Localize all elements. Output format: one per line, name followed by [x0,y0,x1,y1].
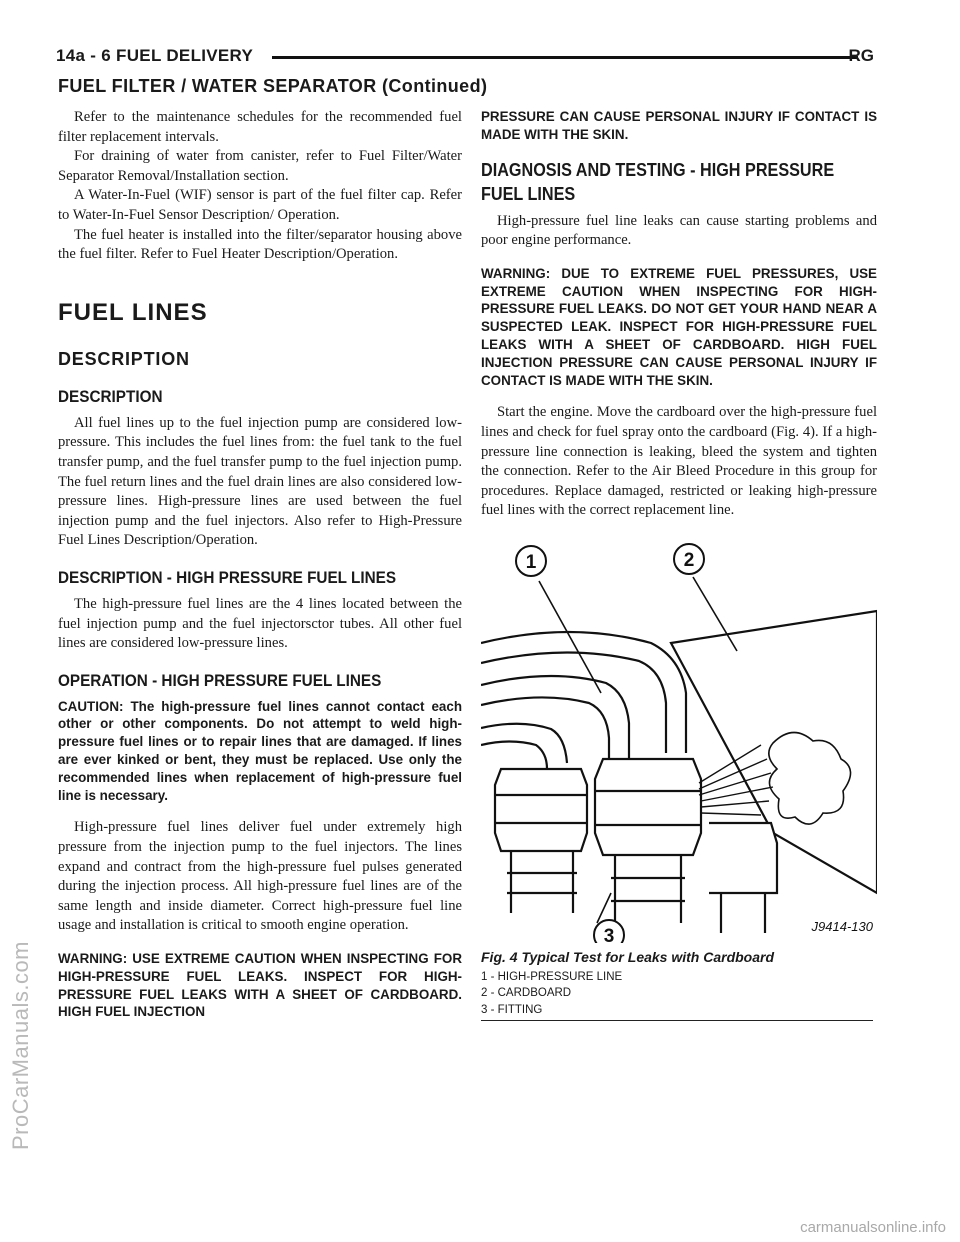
paragraph-maintenance: Refer to the maintenance schedules for the recommended fuel filter replacement intervals. [58,109,462,145]
paragraph-wif-sensor: A Water-In-Fuel (WIF) sensor is part of the fuel filter cap. Refer to Water-In-Fuel Sensor Description/ Operation. [58,187,462,223]
left-column [58,108,462,1021]
continued-heading: FUEL FILTER / WATER SEPARATOR (Continued) [58,76,488,96]
topic-description: DESCRIPTION [58,386,163,406]
subsection-title-description: DESCRIPTION [58,348,190,369]
topic-description-hp-lines: DESCRIPTION - HIGH PRESSURE FUEL LINES [58,567,397,587]
callout-2-label: 2 [683,549,695,571]
page-header-section: 14a - 6 FUEL DELIVERY [56,46,254,65]
watermark: ProCarManuals.com [8,940,33,1150]
right-column [481,108,877,1021]
warning-text-1: WARNING: USE EXTREME CAUTION WHEN INSPECTING FOR HIGH-PRESSURE FUEL LEAKS. INSPECT FOR HIGH-PRESSURE FUEL LEAKS WITH A SHEET OF CARDBOARD. HIGH FUEL INJECTION [58,951,462,1020]
leak-test-illustration [481,533,877,943]
paragraph-draining: For draining of water from canister, refer to Fuel Filter/Water Separator Removal/Installation section. [58,148,462,184]
topic-diagnosis-testing: DIAGNOSIS AND TESTING - HIGH PRESSURE FUEL LINES [481,159,835,204]
callout-2 [674,544,704,574]
paragraph-description: All fuel lines up to the fuel injection pump are considered low-pressure. This includes the fuel lines from: the fuel tank to the fuel transfer pump, and the fuel transfer pump to the fuel injection pump. The fuel return lines and the fuel drain lines are also considered low-pressure lines. High-pressure lines are used between the fuel injection pump and the fuel injectors. Also refer to High-Pressure Fuel Lines Description/Operation. [58,414,462,549]
paragraph-diagnosis: High-pressure fuel line leaks can cause starting problems and poor engine performance. [481,212,877,249]
figure-legend [481,969,877,1019]
page-header-code: RG [848,46,874,65]
callout-3-label: 3 [603,925,615,943]
legend-item-high-pressure-line: 1 - HIGH-PRESSURE LINE [481,970,623,983]
callout-1-label: 1 [525,551,537,573]
legend-item-cardboard: 2 - CARDBOARD [481,987,572,1000]
warning-text-1-continued: PRESSURE CAN CAUSE PERSONAL INJURY IF CONTACT IS MADE WITH THE SKIN. [481,109,877,142]
figure-rule [481,1020,873,1021]
callout-1 [516,546,546,576]
paragraph-operation: High-pressure fuel lines deliver fuel under extremely high pressure from the injection pump to the fuel injectors. The lines expand and contract from the high-pressure fuel pulses generated during the injection process. All high-pressure fuel lines are of the same length and inside diameter. Correct high-pressure fuel line usage and installation is critical to smooth engine operation. [58,819,462,934]
footer-site: carmanualsonline.info [800,1219,946,1236]
section-title-fuel-lines: FUEL LINES [58,298,208,326]
paragraph-hp-lines: The high-pressure fuel lines are the 4 lines located between the fuel injection pump and the fuel injectorsctor tubes. All other fuel lines are considered low-pressure lines. [58,595,462,652]
caution-text: CAUTION: The high-pressure fuel lines cannot contact each other or other components. Do not attempt to weld high-pressure fuel lines or to repair lines that are damaged. If lines are ever kinked or bent, they must be replaced. Use only the recommended lines when replacement of high-pressure fuel line is necessary. [58,698,462,803]
paragraph-test-procedure: Start the engine. Move the cardboard over the high-pressure fuel lines and check for fuel spray onto the cardboard (Fig. 4). If a high-pressure line connection is leaking, bleed the system and tighten the connection. Refer to the Air Bleed Procedure in this group for procedures. Replace damaged, restricted or leaking high-pressure fuel lines with the correct replacement line. [481,404,877,519]
topic-operation-hp-lines: OPERATION - HIGH PRESSURE FUEL LINES [58,670,382,690]
header-rule [272,56,858,59]
warning-text-2: WARNING: DUE TO EXTREME FUEL PRESSURES, USE EXTREME CAUTION WHEN INSPECTING FOR HIGH-PRESSURE FUEL LEAKS. DO NOT GET YOUR HAND NEAR A SUSPECTED LEAK. INSPECT FOR HIGH-PRESSURE FUEL LEAKS WITH A SHEET OF CARDBOARD. HIGH FUEL INJECTION PRESSURE CAN CAUSE PERSONAL INJURY IF CONTACT IS MADE WITH THE SKIN. [481,265,877,388]
figure-code: J9414-130 [811,918,873,934]
figure-caption: Fig. 4 Typical Test for Leaks with Cardboard [481,948,775,965]
figure-leak-test [481,533,877,943]
legend-item-fitting: 3 - FITTING [481,1003,543,1016]
callout-3 [594,920,624,943]
paragraph-fuel-heater: The fuel heater is installed into the filter/separator housing above the fuel filter. Refer to Fuel Heater Description/Operation. [58,226,462,263]
